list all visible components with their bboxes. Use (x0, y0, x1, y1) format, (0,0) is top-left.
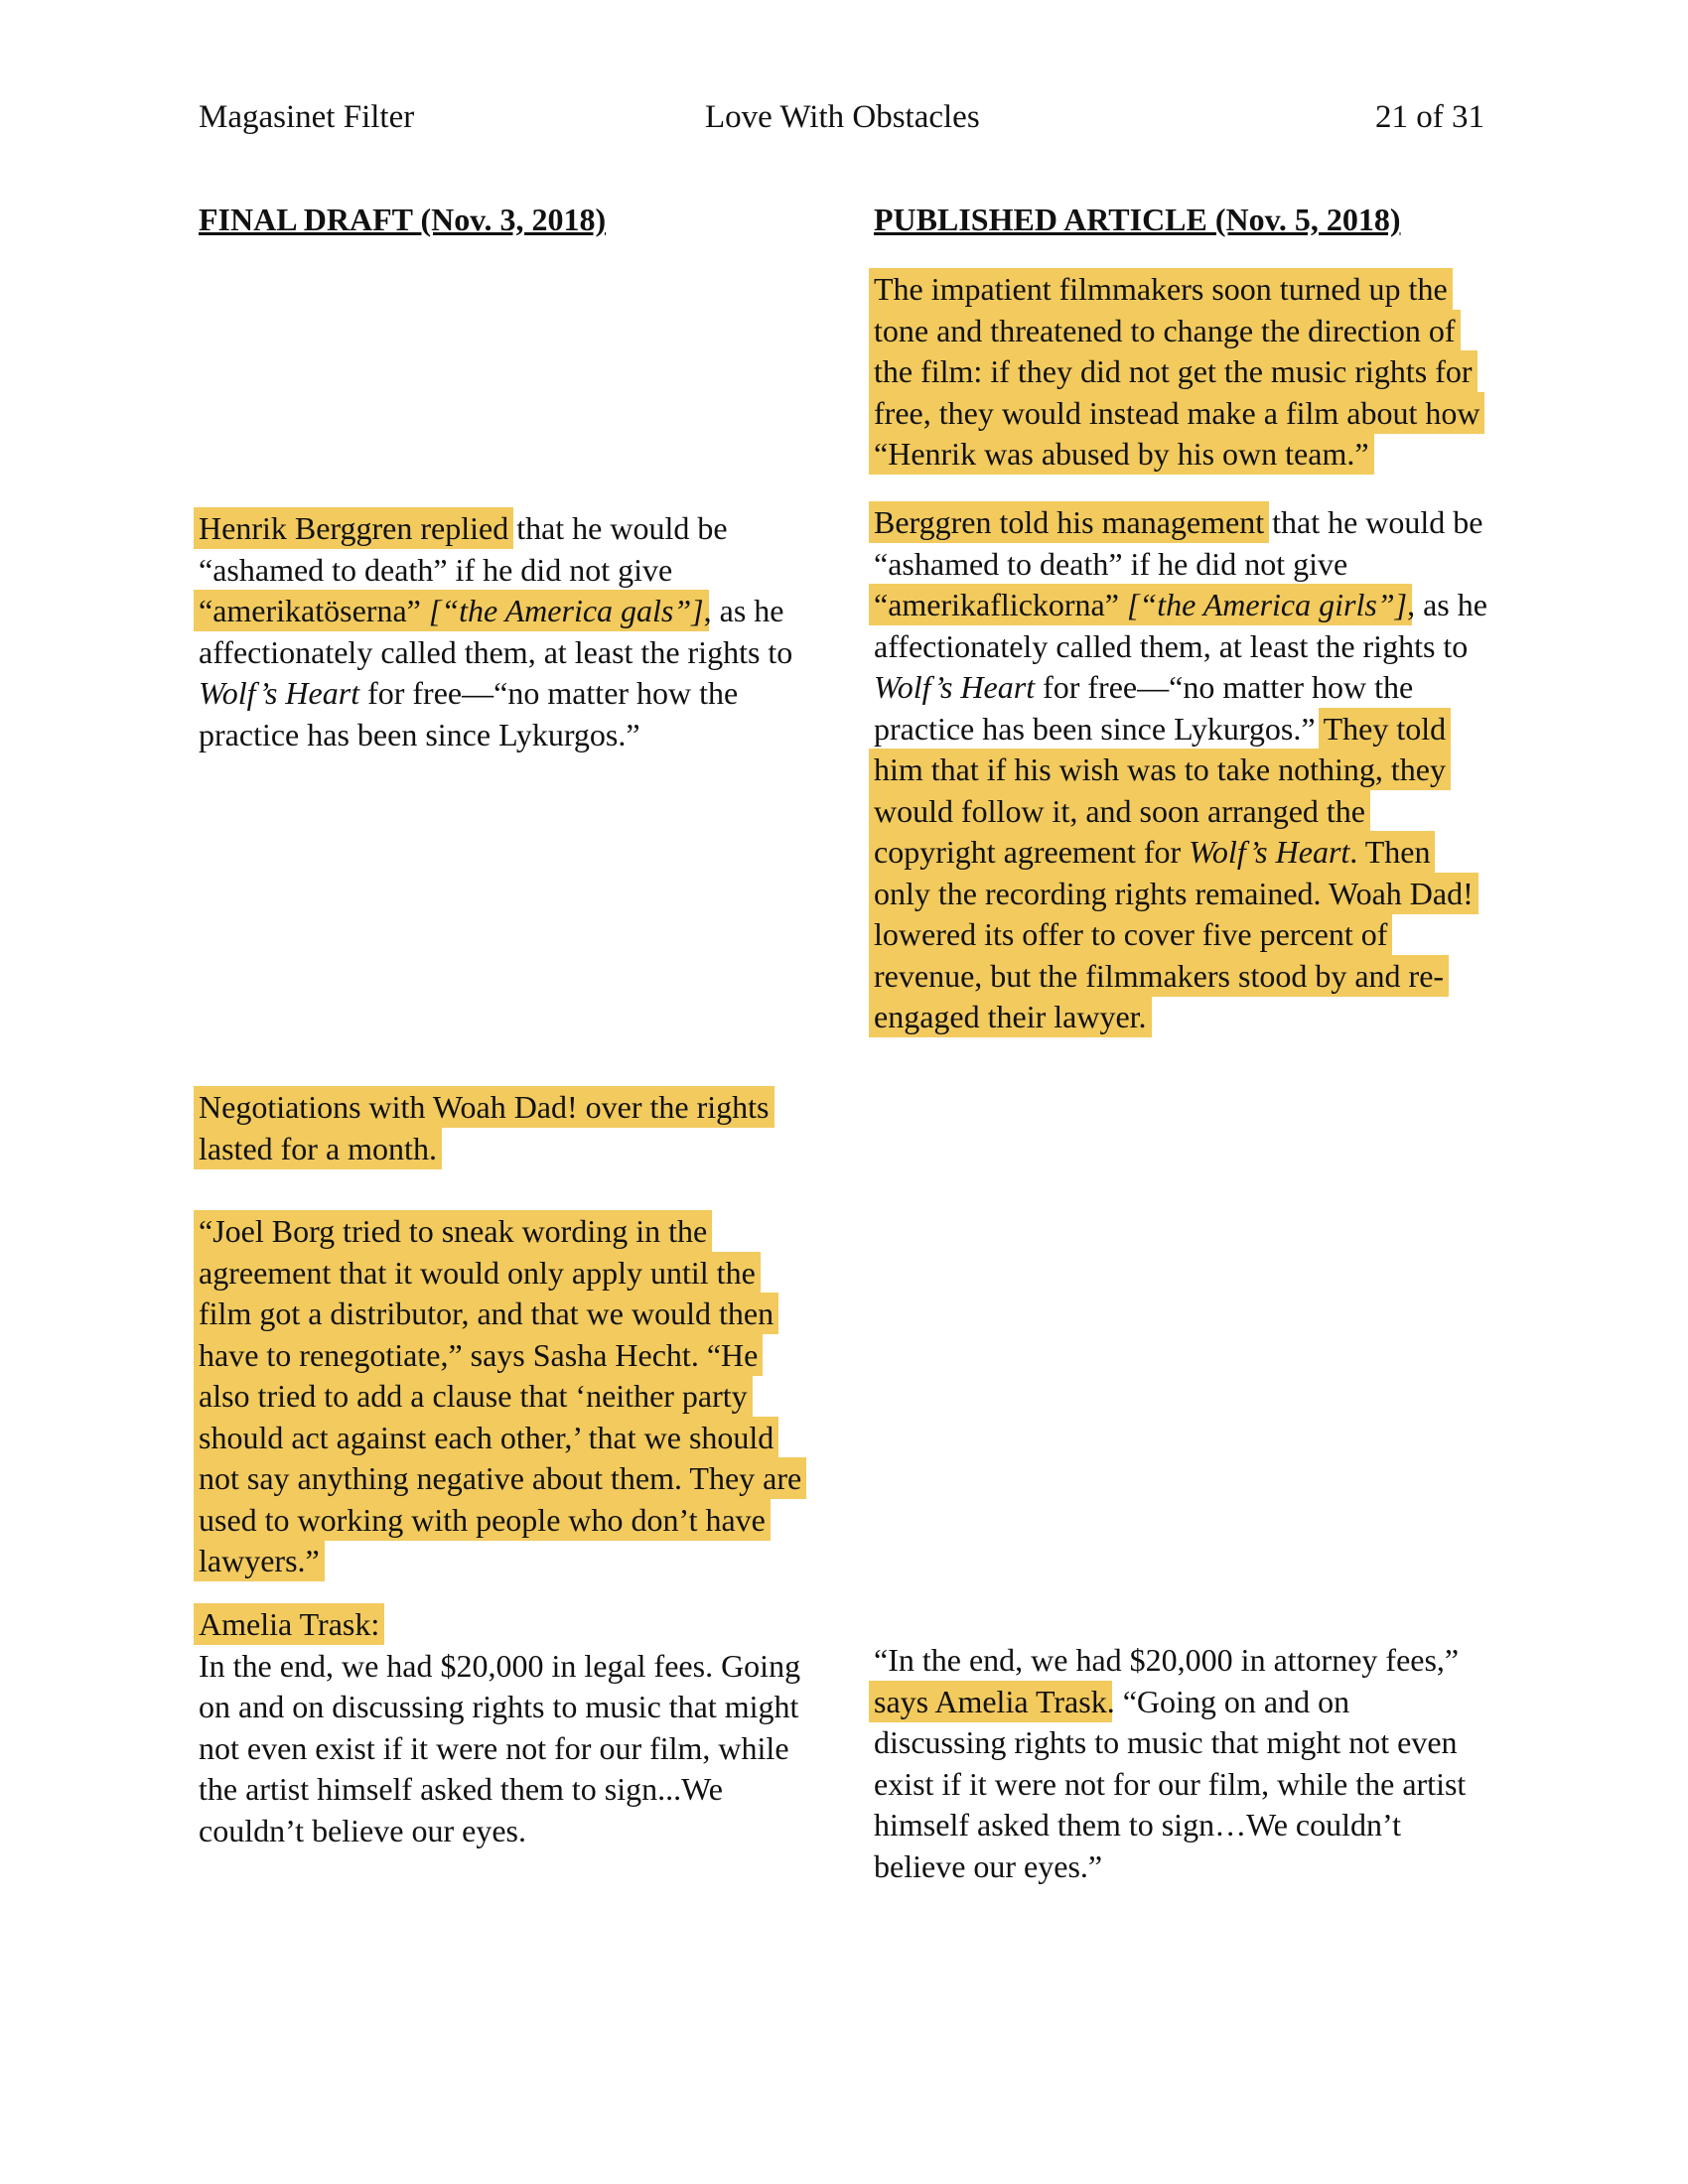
paragraph-text: . Then only the recording rights remained. Woah Dad! lowered its offer to cover five percent of revenue, but the filmmakers stood by and re-engaged their lawyer. (874, 834, 1474, 1034)
highlighted-text: The impatient filmmakers soon turned up the tone and threatened to change the direction of the film: if they did not get the music rights for free, they would instead make a film about how “Henrik was abused by his own team.” (869, 268, 1484, 475)
highlighted-text: says Amelia Trask (869, 1681, 1112, 1722)
highlighted-text: Henrik Berggren replied (194, 507, 513, 549)
paragraph-text: They told him that if his wish was to take nothing, they would follow it, and soon arranged the copyright agreement for (874, 710, 1447, 870)
highlighted-quote: “Joel Borg tried to sneak wording in the agreement that it would only apply until the film got a distributor, and that we would then have to renegotiate,” says Sasha Hecht. “He also tried to add a clause that ‘neither party should act against each other,’ that we should not say anything negative about them. They are used to working with people who don’t have lawyers.” (194, 1210, 806, 1581)
swedish-term: “amerikaflickorna” (874, 587, 1127, 622)
published-paragraph-2 (874, 502, 1489, 1038)
published-paragraph-3 (874, 1640, 1489, 1887)
published-article-heading: PUBLISHED ARTICLE (Nov. 5, 2018) (874, 202, 1401, 237)
highlighted-text (869, 708, 1478, 1038)
publication-name: Magasinet Filter (199, 99, 415, 135)
page-header (199, 99, 1484, 145)
paragraph-text: , as he affectionately called them, at least the rights to (874, 587, 1487, 664)
final-draft-heading: FINAL DRAFT (Nov. 3, 2018) (199, 202, 607, 237)
highlighted-quote (869, 584, 1412, 625)
paragraph-text: In the end, we had $20,000 in legal fees. Going on and on discussing rights to music that might not even exist if it were not for our film, while the artist himself asked them to sign...We couldn’t believe our eyes. (199, 1647, 801, 1848)
draft-paragraph-3 (199, 1211, 814, 1582)
swedish-term: “amerikatöserna” (199, 593, 429, 628)
article-title: Love With Obstacles (705, 99, 980, 135)
draft-paragraph-2 (199, 1087, 814, 1169)
highlighted-text: Berggren told his management (869, 501, 1269, 543)
speaker-label: Amelia Trask: (194, 1603, 384, 1645)
paragraph-text: for free—“no matter how the practice has been since Lykurgos.” (199, 675, 739, 752)
highlighted-text: Negotiations with Woah Dad! over the rights lasted for a month. (194, 1086, 774, 1169)
draft-paragraph-1 (199, 508, 814, 755)
paragraph-text: that he would be “ashamed to death” if he did not give (199, 510, 728, 588)
paragraph-text: “In the end, we had $20,000 in attorney fees,” (874, 1642, 1460, 1678)
published-paragraph-1 (874, 269, 1489, 476)
paragraph-text: that he would be “ashamed to death” if he did not give (874, 504, 1483, 582)
paragraph-text: . “Going on and on discussing rights to music that might not even exist if it were not for our film, while the artist himself asked them to sign…We couldn’t believe our eyes.” (874, 1683, 1467, 1884)
highlighted-quote (194, 590, 709, 631)
song-title: Wolf’s Heart (199, 675, 360, 711)
paragraph-text: for free—“no matter how the practice has been since Lykurgos.” (874, 669, 1414, 747)
page-number: 21 of 31 (1375, 99, 1484, 135)
paragraph-text: , as he affectionately called them, at least the rights to (199, 593, 793, 670)
translation-note: [“the America girls”] (1126, 587, 1408, 622)
draft-paragraph-4 (199, 1604, 814, 1851)
translation-note: [“the America gals”] (428, 593, 704, 628)
song-title: Wolf’s Heart (874, 669, 1036, 705)
song-title: Wolf’s Heart (1189, 834, 1350, 870)
